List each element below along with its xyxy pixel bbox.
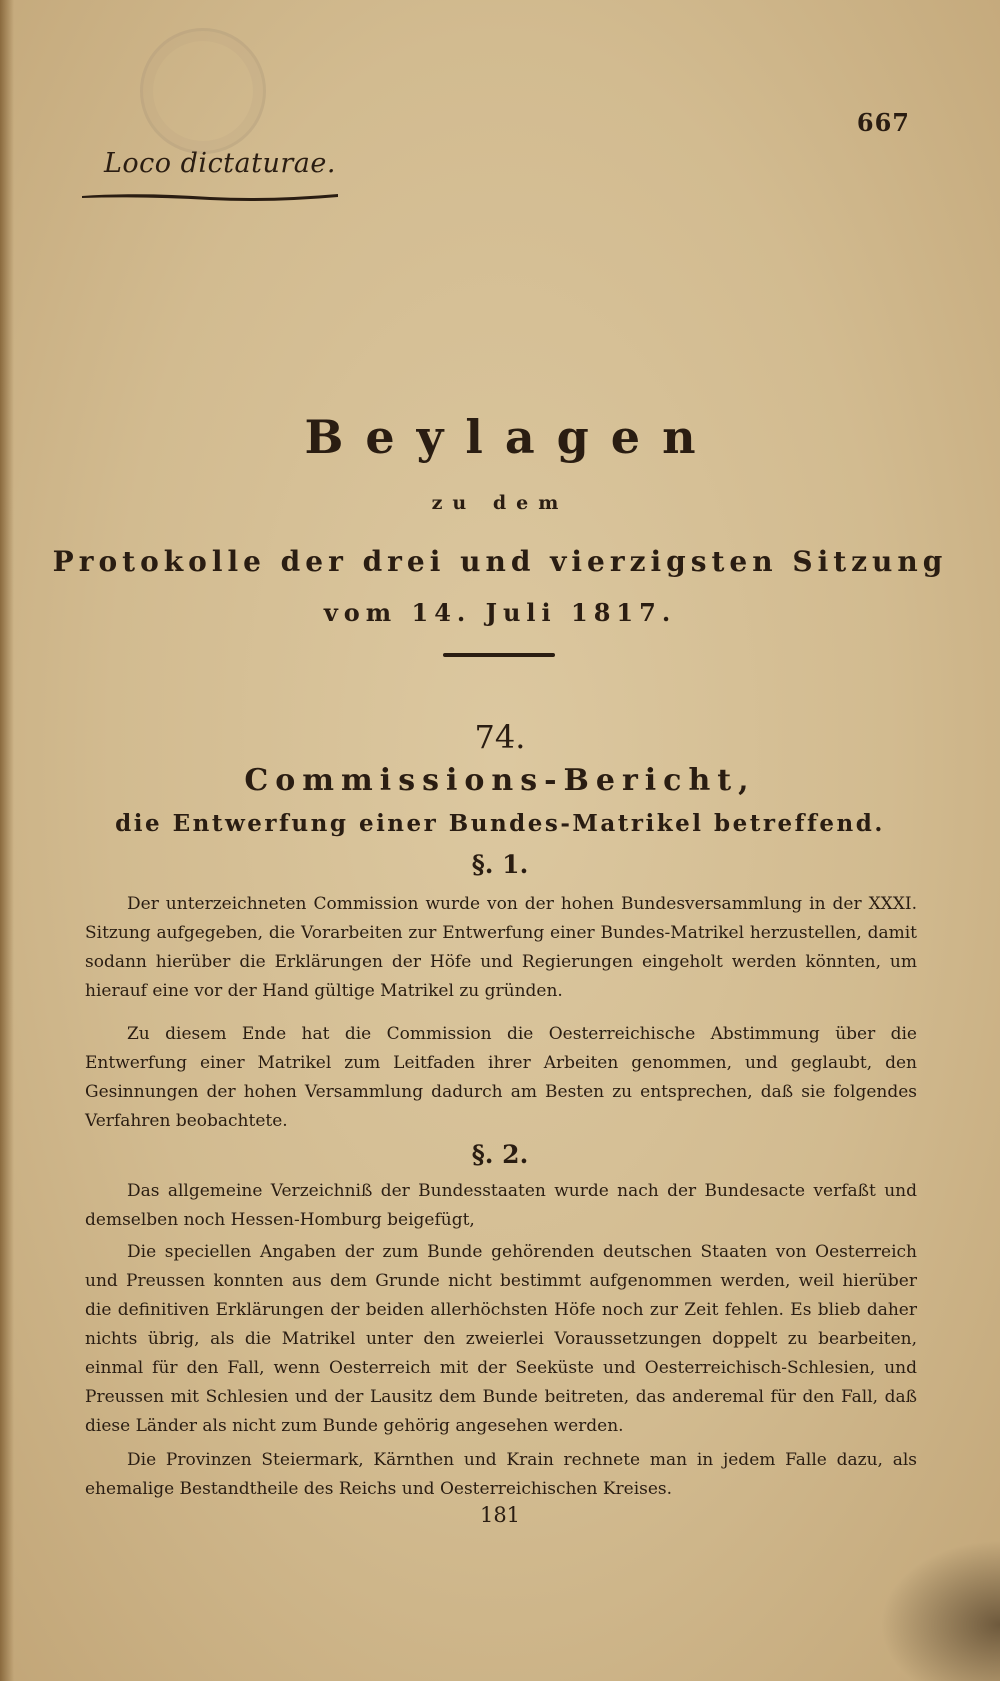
paragraph-2-2: Die speciellen Angaben der zum Bunde gehörenden deutschen Staaten von Oesterreich und Preussen konnten aus dem Grunde nicht bestimmt aufgenommen werden, weil hierüber die definitiven Erklärungen der beiden allerhöchsten Höfe noch zur Zeit fehlen. Es blieb daher nichts übrig, als die Matrikel unter den zweierlei Voraussetzungen doppelt zu bearbeiten, einmal für den Fall, wenn Oesterreich mit der Seeküste und Oesterreichisch-Schlesien, und Preussen mit Schlesien und der Lausitz dem Bunde beitreten, das anderemal für den Fall, daß diese Länder als nicht zum Bunde gehörig angesehen werden. [85,1242,917,1436]
page-number: 667 [856,108,910,137]
book-spine-shadow [0,0,14,1681]
page-title: Beylagen [304,410,718,464]
page-subtitle: zu dem [431,492,569,514]
paragraph-2-1: Das allgemeine Verzeichniß der Bundesstaaten wurde nach der Bundesacte verfaßt und demselben noch Hessen-Homburg beigefügt, [85,1181,917,1230]
section-heading-1: §. 1. [471,850,529,879]
section-heading-2: §. 2. [471,1140,529,1169]
title-divider [443,653,555,657]
paragraph-2-3: Die Provinzen Steiermark, Kärnthen und Krain rechnete man in jedem Falle dazu, als ehemalige Bestandtheile des Reichs und Oesterreichischen Kreises. [85,1450,917,1499]
document-title: Commissions-Bericht, [244,763,756,798]
protocol-heading: Protokolle der drei und vierzigsten Sitzung [52,545,948,578]
library-stamp [140,28,266,154]
document-number: 74. [474,718,526,756]
page-smudge [880,1540,1000,1681]
signature-mark: 181 [479,1503,521,1527]
session-date: vom 14. Juli 1817. [323,598,677,627]
rubric-underline [80,191,340,201]
rubric-loco-dictaturae: Loco dictaturae. [104,148,336,179]
document-subtitle: die Entwerfung einer Bundes-Matrikel betreffend. [115,810,885,837]
paragraph-1-1: Der unterzeichneten Commission wurde von der hohen Bundesversammlung in der XXXI. Sitzung aufgegeben, die Vorarbeiten zur Entwerfung einer Bundes-Matrikel herzustellen, damit sodann hierüber die Erklärungen der Höfe und Regierungen eingeholt werden könnten, um hierauf eine vor der Hand gültige Matrikel zu gründen. [85,894,917,1001]
paragraph-1-2: Zu diesem Ende hat die Commission die Oesterreichische Abstimmung über die Entwerfung einer Matrikel zum Leitfaden ihrer Arbeiten genommen, und geglaubt, den Gesinnungen der hohen Versammlung dadurch am Besten zu entsprechen, daß sie folgendes Verfahren beobachtete. [85,1024,917,1131]
